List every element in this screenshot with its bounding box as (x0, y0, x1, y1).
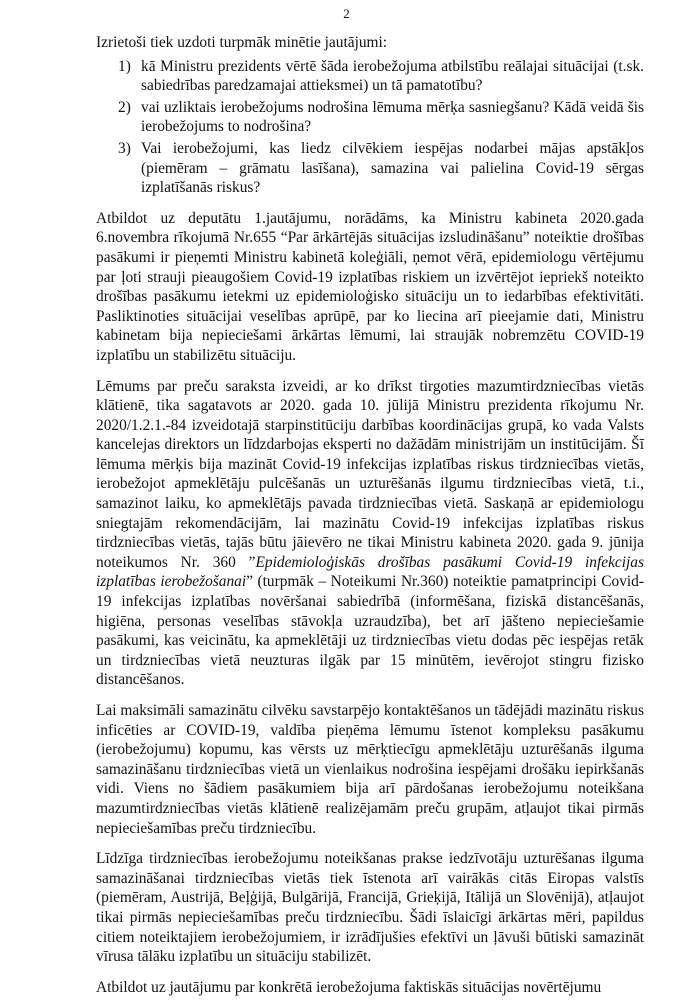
paragraph-answer-1: Atbildot uz deputātu 1.jautājumu, norādāms, ka Ministru kabineta 2020.gada 6.novembra rīkojumā Nr.655 “Par ārkārtējās situācijas izsludināšanu” noteiktie drošības pasākumi ir pieņemti Ministru kabinetā koleģiāli, ņemot vērā, epidemiologu vērtējumu par ļoti strauji pieaugošiem Covid-19 izplatības riskiem un izvērtējot iepriekš noteikto drošības pasākumu ietekmi uz epidemioloģisko situāciju un to iedarbības efektivitāti. Pasliktinoties situācijai veselības aprūpē, par ko liecina arī pieejamie dati, Ministru kabinetam bija nepieciešami ārkārtas lēmumi, lai straujāk nobremzētu COVID-19 izplatību un stabilizētu situāciju. (96, 209, 644, 364)
question-text: Vai ierobežojumi, kas liedz cilvēkiem iespējas nodarbei mājas apstākļos (piemēram – grāmatu lasīšana), samazina vai palielina Covid-19 sērgas izplatīšanās riskus? (141, 139, 644, 197)
paragraph-international-practice: Līdzīga tirdzniecības ierobežojumu noteikšanas prakse iedzīvotāju uzturēšanas ilguma samazināšanai tirdzniecības vietās tiek īstenota arī vairākās citās Eiropas valstīs (piemēram, Austrijā, Beļģijā, Bulgārijā, Francijā, Grieķijā, Itālijā un Slovēnijā), atļaujot tikai pirmās nepieciešamības preču tirdzniecību. Šādi īslaicīgi ārkārtas mēri, papildus citiem noteiktajiem ierobežojumiem, ir izrādījušies efektīvi un ļāvuši būtiski samazināt vīrusa tālāku izplatību un situāciju stabilizēt. (96, 850, 644, 966)
question-text: vai uzliktais ierobežojums nodrošina lēmuma mērķa sasniegšanu? Kādā veidā šis ierobežojums to nodrošina? (141, 98, 644, 136)
question-text: kā Ministru prezidents vērtē šāda ierobežojuma atbilstību reālajai situācijai (t.sk. sabiedrības paredzamajai attieksmei) un tā pamatotību? (141, 57, 644, 95)
paragraph-assessment: Atbildot uz jautājumu par konkrētā ierobežojuma faktiskās situācijas novērtējumu (96, 978, 602, 996)
question-item (96, 57, 644, 96)
paragraph-measures: Lai maksimāli samazinātu cilvēku savstarpējo kontaktēšanos un tādējādi mazinātu riskus inficēties ar COVID-19, valdība pieņēma lēmumu īstenot kompleksu pasākumu (ierobežojumu) kopumu, kas vērsts uz mērķtiecīgu apmeklētāju uzturēšanās ilguma samazināšanu tirdzniecības vietā un vienlaikus nodrošina iespējami drošāku iepirkšanās vidi. Viens no šādiem pasākumiem bija arī pārdošanas ierobežojumu noteikšana mazumtirdzniecības vietās klātienē realizējamām preču grupām, atļaujot tikai pirmās nepieciešamības preču tirdzniecību. (96, 702, 644, 837)
question-number: 2) (118, 98, 131, 116)
paragraph-goods-list (96, 377, 644, 691)
paragraph-goods-after: ” (turpmāk – Noteikumi Nr.360) noteiktie pamatprincipi Covid-19 infekcijas izplatības novēršanai sabiedrībā (informēšana, fiziskā distancēšanās, higiēna, personas veselības stāvokļa uzraudzība), bet arī jāšteno nepieciešamie pasākumi, kas veicinātu, ka apmeklētāji uz tirdzniecības vietu dodas pēc iespējas retāk un tirdzniecības vietā neuzturas ilgāk par 15 minūtēm, ievērojot stingru fizisko distancēšanos. (96, 573, 644, 689)
paragraph-goods-before: Lēmums par preču saraksta izveidi, ar ko drīkst tirgoties mazumtirdzniecības vietās klātienē, tika sagatavots ar 2020. gada 10. jūlijā Ministru prezidenta rīkojumu Nr. 2020/1.2.1.-84 izveidotajā starpinstitūciju darbības koordinācijas grupā, ko vada Valsts kancelejas direktors un līdzdarbojas eksperti no dažādām ministrijām un institūcijām. Šī lēmuma mērķis bija mazināt Covid-19 infekcijas izplatības riskus tirdzniecības vietās, ierobežojot apmeklētāju pulcēšanās un uzturēšanās ilgumu tirdzniecības vietā, t.i., samazinot laiku, ko apmeklētājs pavada tirdzniecības vietā. Saskaņā ar epidemiologu sniegtajām rekomendācijām, lai mazinātu Covid-19 infekcijas izplatības riskus tirdzniecības vietās, tajās būtu jāievēro ne tikai Ministru kabineta 2020. gada 9. jūnija noteikumos Nr. 360 ” (96, 377, 644, 571)
questions-list (96, 57, 644, 198)
question-item (96, 98, 644, 137)
question-item (96, 139, 644, 198)
question-number: 3) (118, 139, 131, 157)
regulation-title: Epidemioloģiskās drošības pasākumi Covid-19 infekcijas izplatības ierobežošanai (96, 553, 644, 591)
page-number: 2 (343, 6, 350, 21)
question-number: 1) (118, 57, 131, 75)
questions-intro: Izrietoši tiek uzdoti turpmāk minētie jautājumi: (96, 34, 388, 51)
document-body (96, 33, 644, 1008)
